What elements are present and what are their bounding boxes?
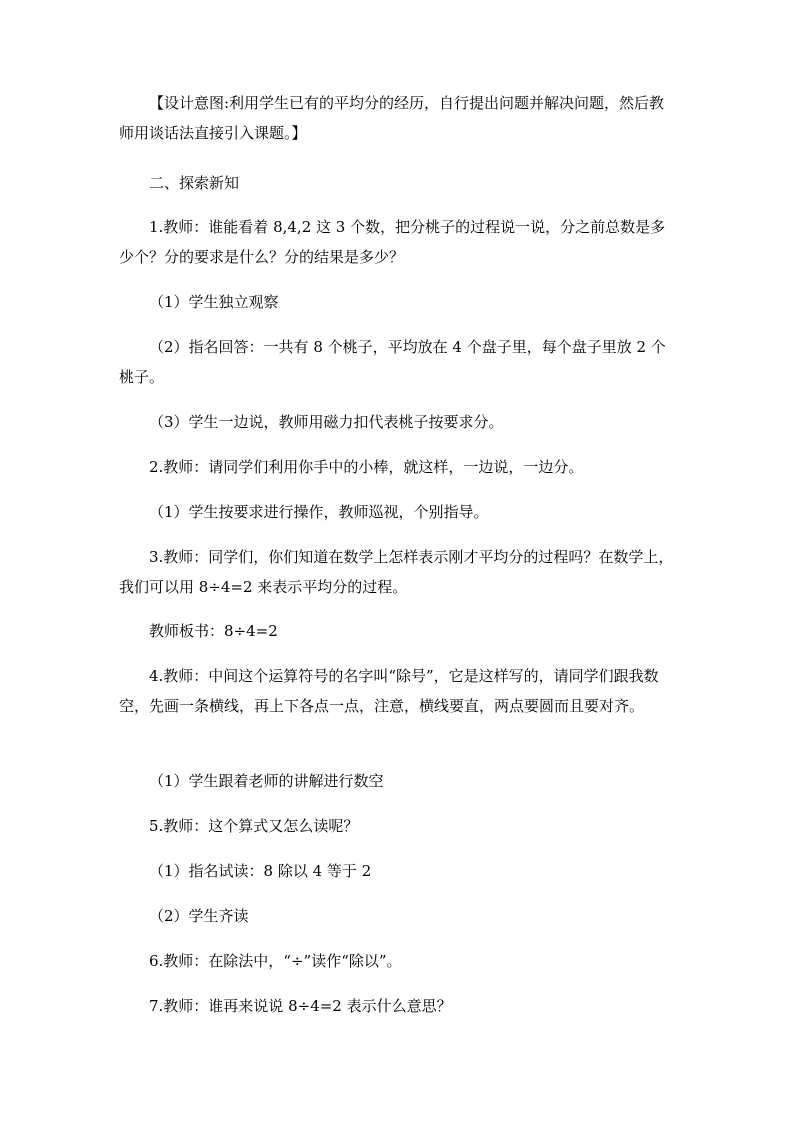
step-2-paragraph: 2.教师：请同学们利用你手中的小棒，就这样，一边说，一边分。	[149, 458, 584, 476]
step-5-paragraph: 5.教师：这个算式又怎么读呢？	[149, 817, 359, 835]
step-2-item-1: （1）学生按要求进行操作，教师巡视，个别指导。	[149, 503, 489, 521]
section-heading: 二、探索新知	[149, 174, 240, 192]
step-1-item-2: （2）指名回答：一共有 8 个桃子，平均放在 4 个盘子里，每个盘子里放 2 个桃子。	[119, 338, 666, 386]
step-1-paragraph: 1.教师：谁能看着 8,4,2 这 3 个数，把分桃子的过程说一说，分之前总数是多少个？分的要求是什么？分的结果是多少？	[119, 218, 666, 266]
step-4-paragraph: 4.教师：中间这个运算符号的名字叫“除号”，它是这样写的，请同学们跟我数空，先画一条横线，再上下各点一点，注意，横线要直，两点要圆而且要对齐。	[119, 667, 659, 715]
step-6-paragraph: 6.教师：在除法中，“÷”读作“除以”。	[149, 952, 402, 970]
step-4-item-1: （1）学生跟着老师的讲解进行数空	[149, 772, 384, 790]
design-intent-paragraph: 【设计意图:利用学生已有的平均分的经历，自行提出问题并解决问题，然后教师用谈话法直接引入课题。】	[119, 94, 665, 142]
step-5-item-1: （1）指名试读：8 除以 4 等于 2	[149, 862, 372, 880]
step-1-item-3: （3）学生一边说，教师用磁力扣代表桃子按要求分。	[149, 413, 504, 431]
step-3-paragraph: 3.教师：同学们，你们知道在数学上怎样表示刚才平均分的过程吗？在数学上，我们可以用 8÷4=2 来表示平均分的过程。	[119, 548, 674, 596]
board-writing: 教师板书：8÷4=2	[149, 622, 278, 640]
step-7-paragraph: 7.教师：谁再来说说 8÷4=2 表示什么意思？	[149, 997, 452, 1015]
step-5-item-2: （2）学生齐读	[149, 907, 249, 925]
step-1-item-1: （1）学生独立观察	[149, 293, 279, 311]
